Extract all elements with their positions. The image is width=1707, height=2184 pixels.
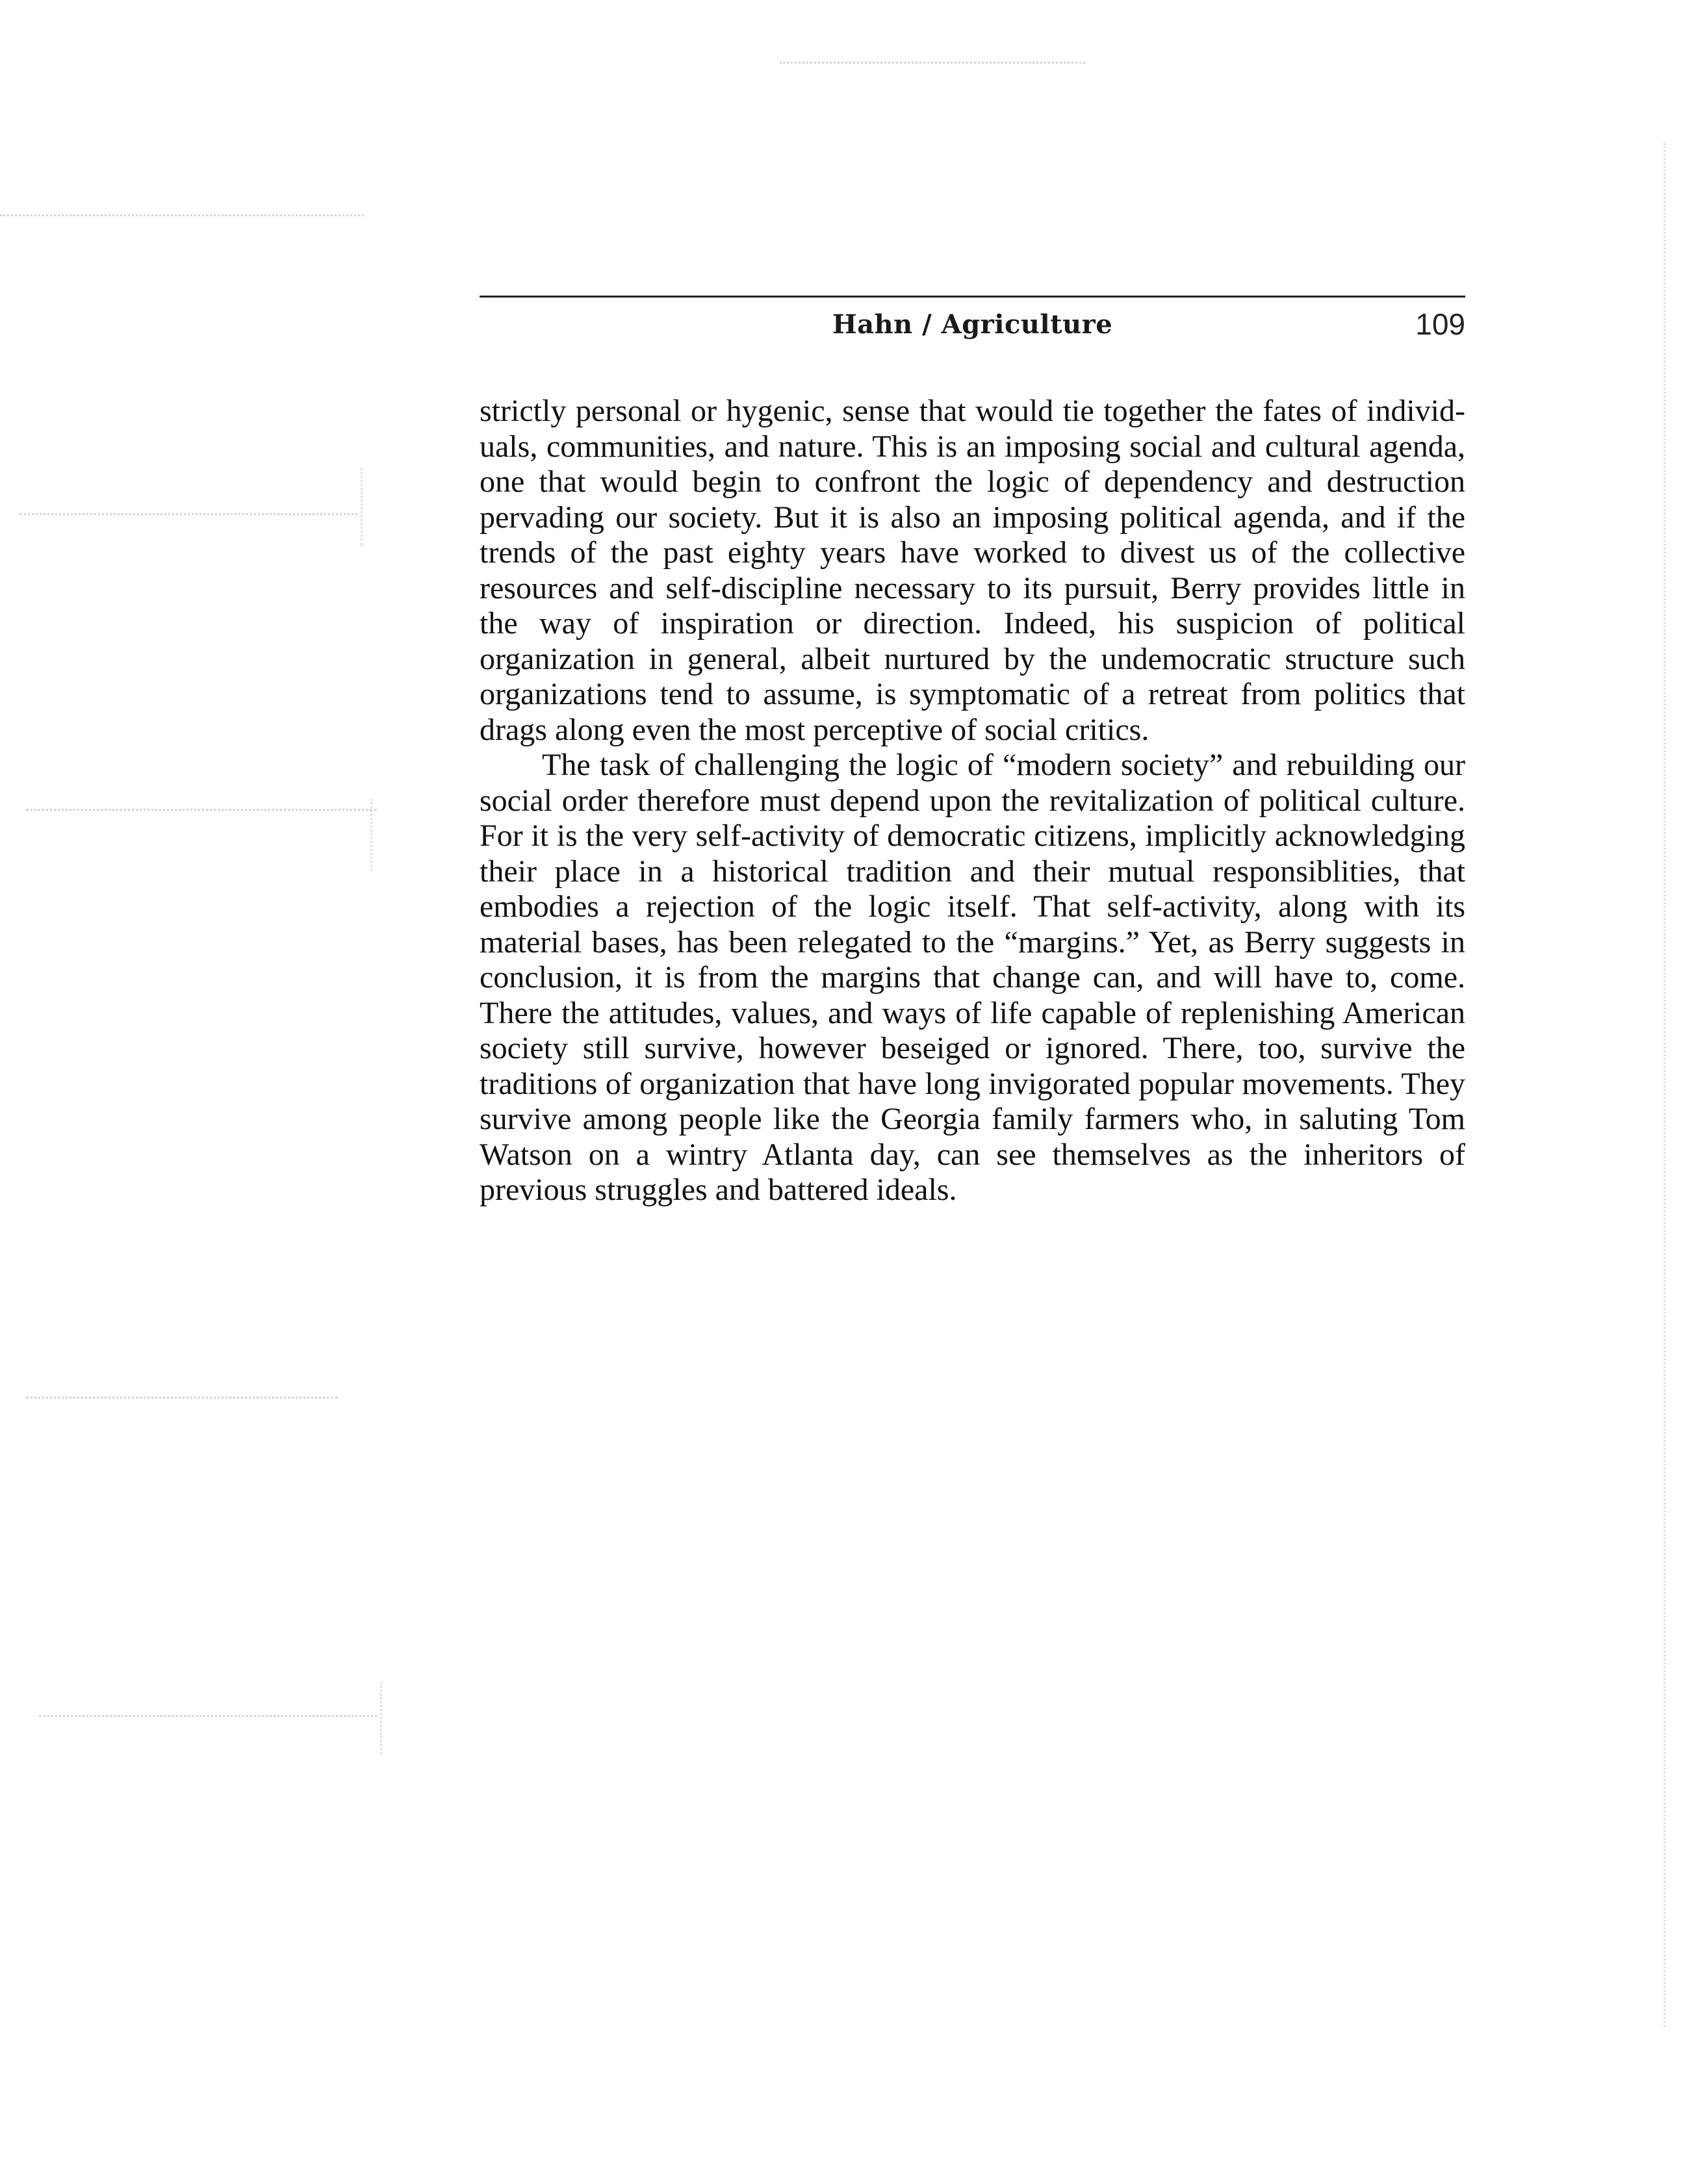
paragraph: The task of challenging the logic of “modern society” and rebuilding our social order therefore must depend upon the revitalization of political culture. For it is the very self-activity of democratic citizens, implicitly acknowledging their place in a historical tradition and their mutual responsiblities, that embodies a rejection of the logic itself. That self-activity, along with its material bases, has been relegated to the “margins.” Yet, as Berry suggests in conclusion, it is from the margins that change can, and will have to, come. There the attitudes, values, and ways of life capable of replenishing American society still survive, however beseiged or ignored. There, too, survive the traditions of organization that have long invigorated popular movements. They survive among people like the Georgia family farmers who, in saluting Tom Watson on a wintry Atlanta day, can see themselves as the inheritors of previous struggles and battered ideals. xyxy=(480,748,1465,1207)
running-head xyxy=(480,296,1465,343)
scan-speckle xyxy=(370,799,372,870)
scan-speckle xyxy=(361,468,363,546)
scan-speckle xyxy=(1663,143,1665,2027)
scan-speckle xyxy=(780,62,1085,64)
paragraph: strictly personal or hygenic, sense that would tie together the fates of individuals, communities, and nature. This is an imposing social and cultural agenda, one that would begin to confront the logic of dependency and destruction pervading our society. But it is also an imposing political agenda, and if the trends of the past eighty years have worked to divest us of the collective resources and self-discipline necessary to its pursuit, Berry provides little in the way of inspiration or direction. Indeed, his suspicion of political organization in general, albeit nurtured by the undemocratic structure such organizations tend to assume, is symptomatic of a retreat from politics that drags along even the most perceptive of social critics. xyxy=(480,394,1465,747)
scan-speckle xyxy=(380,1682,382,1754)
scan-speckle xyxy=(0,214,364,216)
page-number: 109 xyxy=(1415,307,1465,341)
body-text xyxy=(480,394,1465,1208)
scan-speckle xyxy=(26,1397,338,1399)
scan-speckle xyxy=(26,809,377,811)
scan-speckle xyxy=(39,1715,377,1717)
running-title: Hahn / Agriculture xyxy=(832,309,1113,340)
scan-speckle xyxy=(19,513,357,515)
